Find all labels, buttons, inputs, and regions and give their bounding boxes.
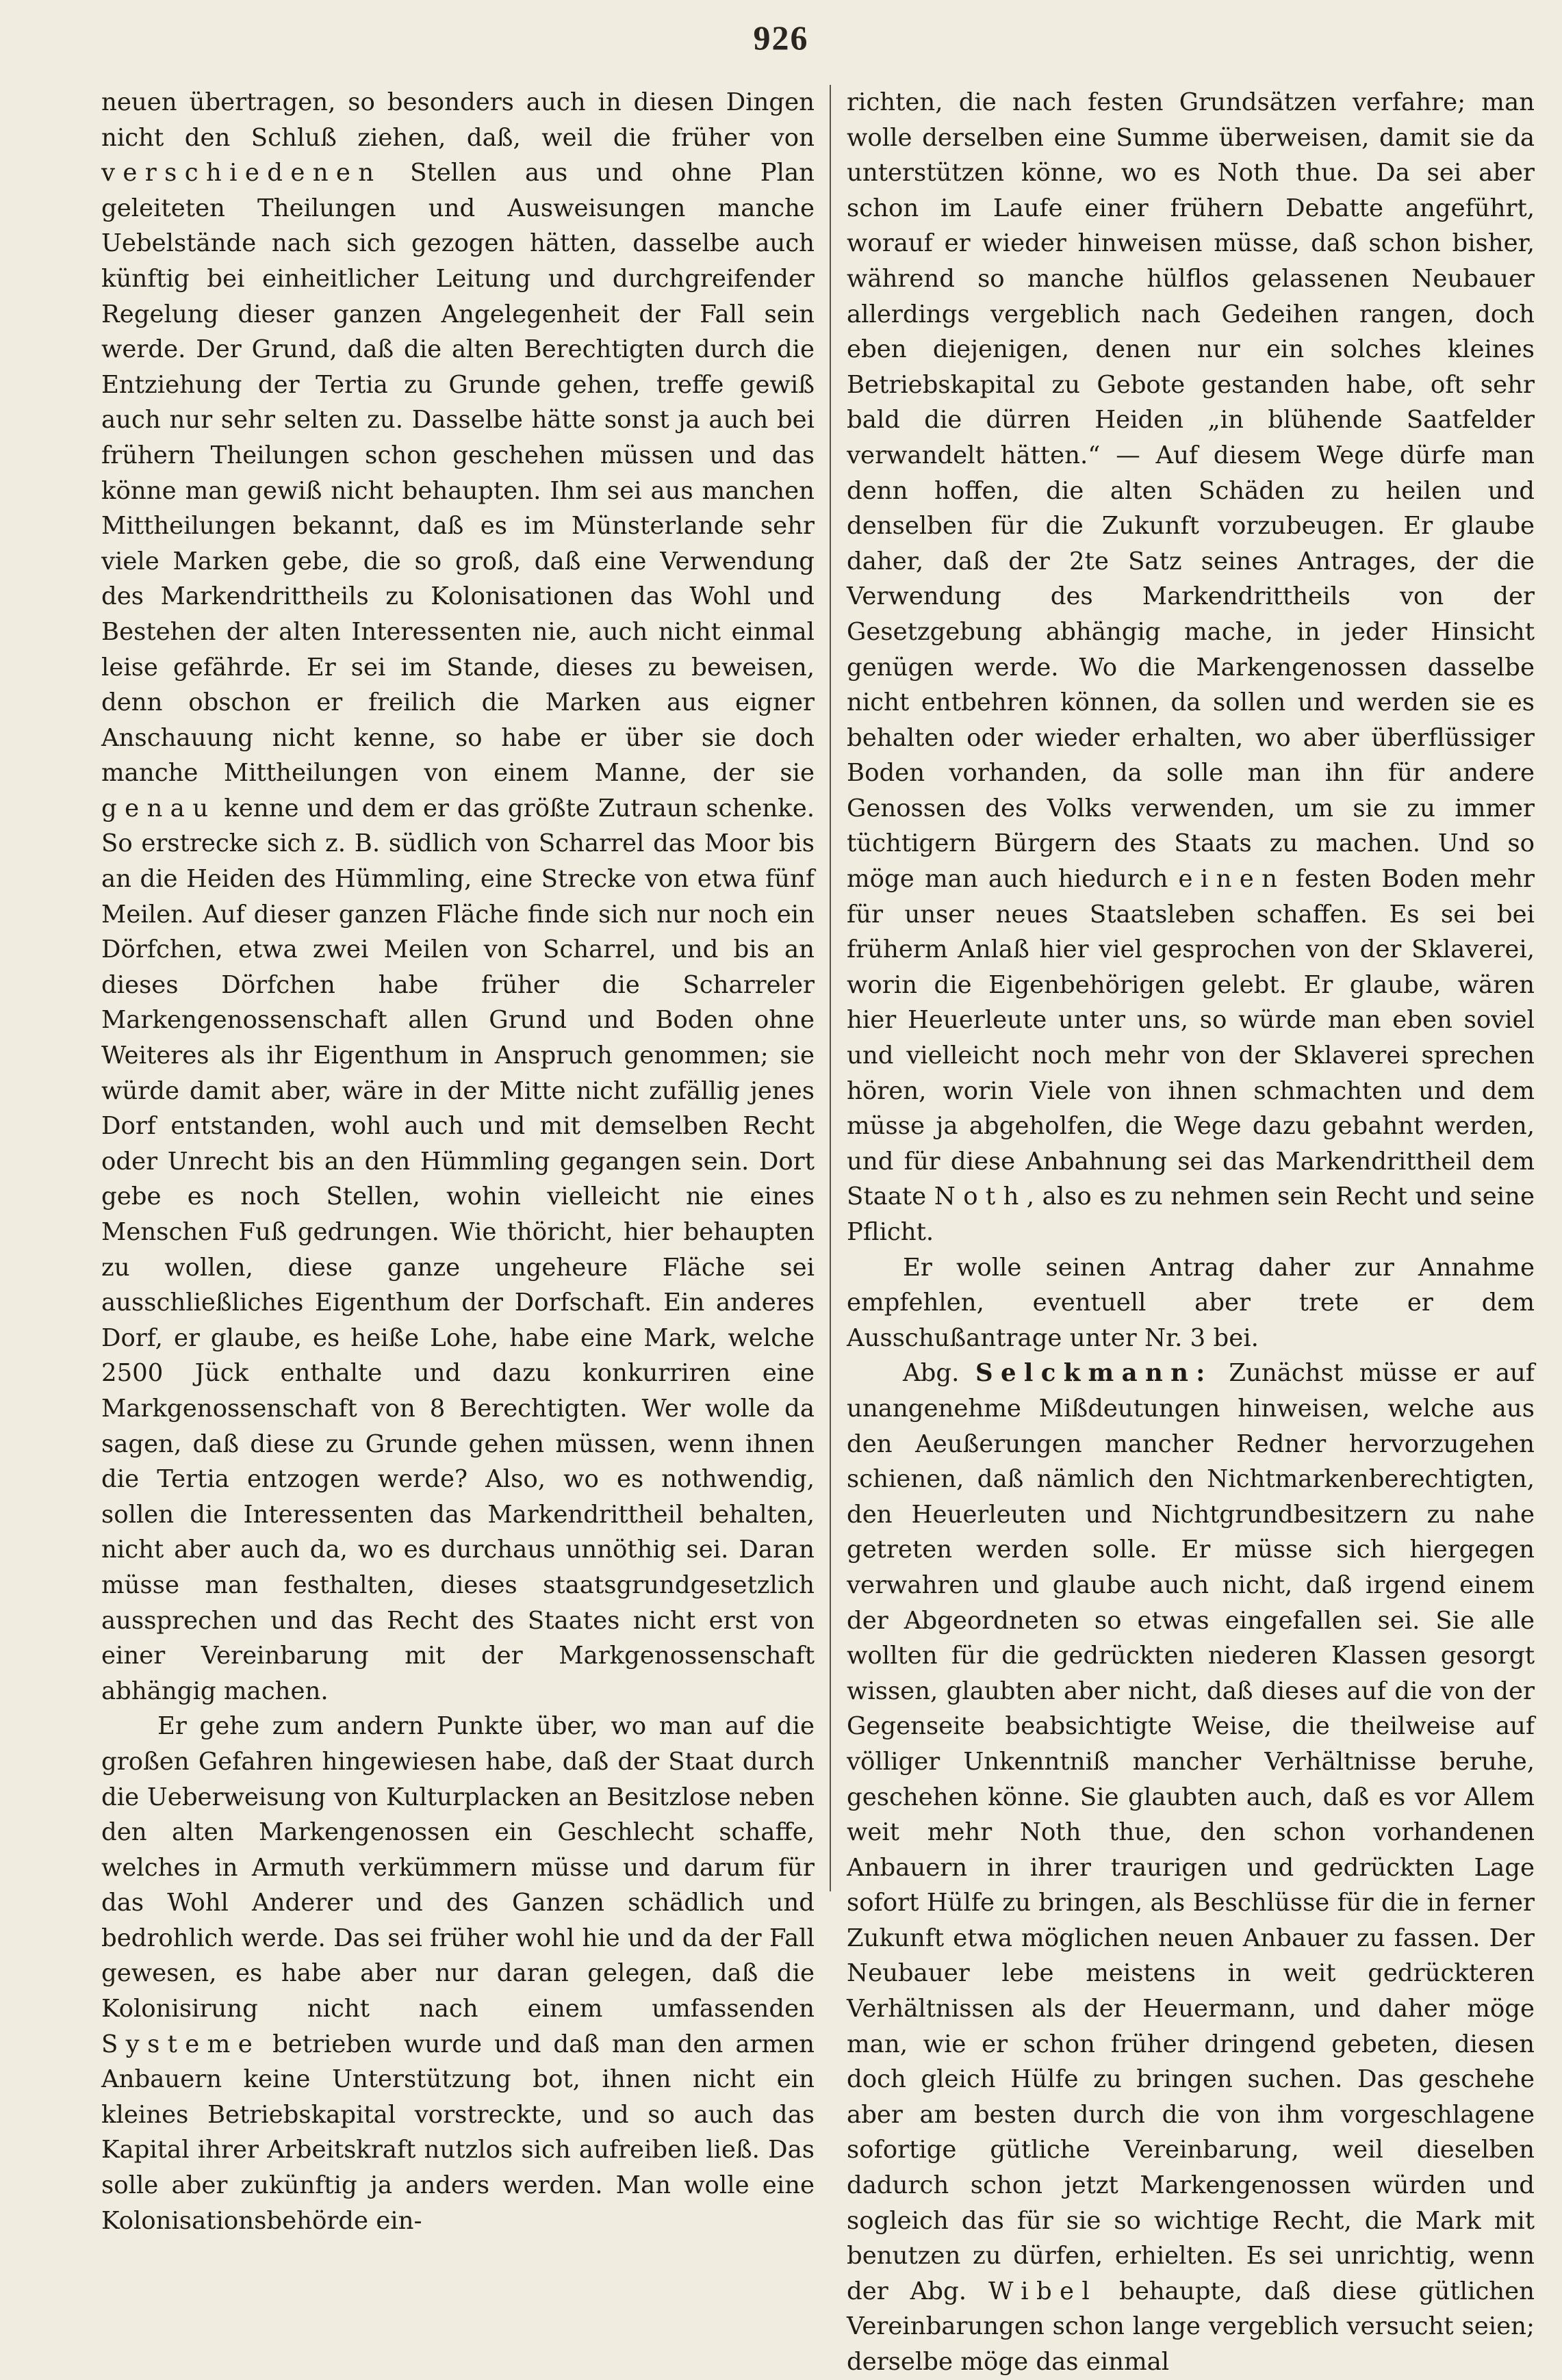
spaced-emphasis: genau	[101, 794, 216, 823]
spaced-emphasis: Wibel	[988, 2277, 1098, 2305]
spaced-emphasis: einen	[1178, 865, 1285, 894]
column-divider	[830, 85, 831, 1891]
right-paragraph-2: Er wolle seinen Antrag daher zur Annahme empfehlen, eventuell aber trete er dem Ausschußantrage unter Nr. 3 bei.	[847, 1253, 1535, 1352]
text-run: Zunächst müsse er auf unangenehme Mißdeutungen hinweisen, welche aus den Aeußerungen mancher Redner hervorzugehen schienen, daß nämlich den Nichtmarkenberechtigten, den Heuerleuten und Nichtgrundbesitzern zu nahe getreten werden solle. Er müsse sich hiergegen verwahren und glaube auch nicht, daß irgend einem der Abgeordneten so etwas eingefallen sei. Sie alle wollten für die gedrückten niederen Klassen gesorgt wissen, glaubten aber nicht, daß dieses auf die von der Gegenseite beabsichtigte Weise, die theilweise auf völliger Unkenntniß mancher Verhältnisse beruhe, geschehen könne. Sie glaubten auch, daß es vor Allem weit mehr Noth thue, den schon vorhandenen Anbauern in ihrer traurigen und gedrückten Lage sofort Hülfe zu bringen, als Beschlüsse für die in ferner Zukunft etwa möglichen neuen Anbauer zu fassen. Der Neubauer lebe meistens in weit gedrückteren Verhältnissen als der Heuermann, und daher möge man, wie er schon früher dringend gebeten, diesen doch gleich Hülfe zu bringen suchen. Das geschehe aber am besten durch die von ihm vorgeschlagene sofortige gütliche Vereinbarung, weil dieselben dadurch schon jetzt Markengenossen würden und sogleich das für sie so wichtige Recht, die Mark mit benutzen zu dürfen, erhielten. Es sei unrichtig, wenn der Abg.	[847, 1359, 1535, 2305]
text-run: Stellen aus und ohne Plan geleiteten Theilungen und Ausweisungen manche Uebelstände nach sich gezogen hätten, dasselbe auch künftig bei einheitlicher Leitung und durchgreifender Regelung dieser ganzen Angelegenheit der Fall sein werde. Der Grund, daß die alten Berechtigten durch die Entziehung der Tertia zu Grunde gehen, treffe gewiß auch nur sehr selten zu. Dasselbe hätte sonst ja auch bei frühern Theilungen schon geschehen müssen und das könne man gewiß nicht behaupten. Ihm sei aus manchen Mittheilungen bekannt, daß es im Münsterlande sehr viele Marken gebe, die so groß, daß eine Verwendung des Markendrittheils zu Kolonisationen das Wohl und Bestehen der alten Interessenten nie, auch nicht einmal leise gefährde. Er sei im Stande, dieses zu beweisen, denn obschon er freilich die Marken aus eigner Anschauung nicht kenne, so habe er über sie doch manche Mittheilungen von einem Manne, der sie	[101, 159, 815, 788]
text-run: kenne und dem er das größte Zutraun schenke. So erstrecke sich z. B. südlich von Scharrel das Moor bis an die Heiden des Hümmling, eine Strecke von etwa fünf Meilen. Auf dieser ganzen Fläche finde sich nur noch ein Dörfchen, etwa zwei Meilen von Scharrel, und bis an dieses Dörfchen habe früher die Scharreler Markengenossenschaft allen Grund und Boden ohne Weiteres als ihr Eigenthum in Anspruch genommen; sie würde damit aber, wäre in der Mitte nicht zufällig jenes Dorf entstanden, wohl auch und mit demselben Recht oder Unrecht bis an den Hümmling gegangen sein. Dort gebe es noch Stellen, wohin vielleicht nie eines Menschen Fuß gedrungen. Wie thöricht, hier behaupten zu wollen, diese ganze ungeheure Fläche sei ausschließliches Eigenthum der Dorfschaft. Ein anderes Dorf, er glaube, es heiße Lohe, habe eine Mark, welche 2500 Jück enthalte und dazu konkurriren eine Markgenossenschaft von 8 Berechtigten. Wer wolle da sagen, daß diese zu Grunde gehen müssen, wenn ihnen die Tertia entzogen werde? Also, wo es nothwendig, sollen die Interessenten das Markendrittheil behalten, nicht aber auch da, wo es durchaus unnöthig sei. Daran müsse man festhalten, dieses staatsgrundgesetzlich aussprechen und das Recht des Staates nicht erst von einer Vereinbarung mit der Markgenossenschaft abhängig machen.	[101, 794, 815, 1705]
spaced-emphasis: Systeme	[101, 2030, 261, 2058]
text-run: Er gehe zum andern Punkte über, wo man auf die großen Gefahren hingewiesen habe, daß der Staat durch die Ueberweisung von Kulturplacken an Besitzlose neben den alten Markengenossen ein Geschlecht schaffe, welches in Armuth verkümmern müsse und darum für das Wohl Anderer und des Ganzen schädlich und bedrohlich werde. Das sei früher wohl hie und da der Fall gewesen, es habe aber nur daran gelegen, daß die Kolonisirung nicht nach einem umfassenden	[101, 1712, 815, 2023]
spaced-emphasis: verschiedenen	[101, 159, 382, 187]
text-run: Abg.	[903, 1359, 975, 1388]
speaker-name: Selckmann:	[975, 1359, 1213, 1388]
text-run: festen Boden mehr für unser neues Staatsleben schaffen. Es sei bei früherm Anlaß hier viel gesprochen von der Sklaverei, worin die Eigenbehörigen gelebt. Er glaube, wären hier Heuerleute unter uns, so würde man eben soviel und vielleicht noch mehr von der Sklaverei sprechen hören, worin Viele von ihnen schmachten und dem müsse ja abgeholfen, die Wege dazu gebahnt werden, und für diese Anbahnung sei das Markendrittheil dem Staate	[847, 865, 1535, 1211]
text-run: neuen übertragen, so besonders auch in diesen Dingen nicht den Schluß ziehen, daß, weil die früher von	[101, 88, 815, 152]
left-paragraph-1	[101, 85, 815, 1709]
left-paragraph-2	[101, 1709, 815, 2238]
text-run: betrieben wurde und daß man den armen Anbauern keine Unterstützung bot, ihnen nicht ein kleines Betriebskapital vorstreckte, und so auch das Kapital ihrer Arbeitskraft nutzlos sich aufreiben ließ. Das solle aber zukünftig ja anders werden. Man wolle eine Kolonisationsbehörde ein-	[101, 2030, 815, 2235]
text-run: behaupte, daß diese gütlichen Vereinbarungen schon lange vergeblich versucht seien; derselbe möge das einmal	[847, 2277, 1535, 2376]
page-number: 926	[753, 18, 809, 57]
text-run: richten, die nach festen Grundsätzen verfahre; man wolle derselben eine Summe überweisen, damit sie da unterstützen könne, wo es Noth thue. Da sei aber schon im Laufe einer frühern Debatte angeführt, worauf er wieder hinweisen müsse, daß schon bisher, während so manche hülflos gelassenen Neubauer allerdings vergeblich nach Gedeihen rangen, doch eben diejenigen, denen nur ein solches kleines Betriebskapital zu Gebote gestanden habe, oft sehr bald die dürren Heiden „in blühende Saatfelder verwandelt hätten.“ — Auf diesem Wege dürfe man denn hoffen, die alten Schäden zu heilen und denselben für die Zukunft vorzubeugen. Er glaube daher, daß der 2te Satz seines Antrages, der die Verwendung des Markendrittheils von der Gesetzgebung abhängig mache, in jeder Hinsicht genügen werde. Wo die Markengenossen dasselbe nicht entbehren können, da sollen und werden sie es behalten oder wieder erhalten, wo aber überflüssiger Boden vorhanden, da solle man ihn für andere Genossen des Volks verwenden, um sie zu immer tüchtigern Bürgern des Staats zu machen. Und so möge man auch hiedurch	[847, 88, 1535, 894]
right-paragraph-3	[847, 1356, 1535, 2379]
right-column	[847, 85, 1535, 2380]
spaced-emphasis: Noth	[934, 1182, 1027, 1211]
left-column	[101, 85, 815, 2238]
right-paragraph-1	[847, 85, 1535, 1250]
text-run: , also es zu nehmen sein Recht und seine Pflicht.	[847, 1182, 1535, 1246]
